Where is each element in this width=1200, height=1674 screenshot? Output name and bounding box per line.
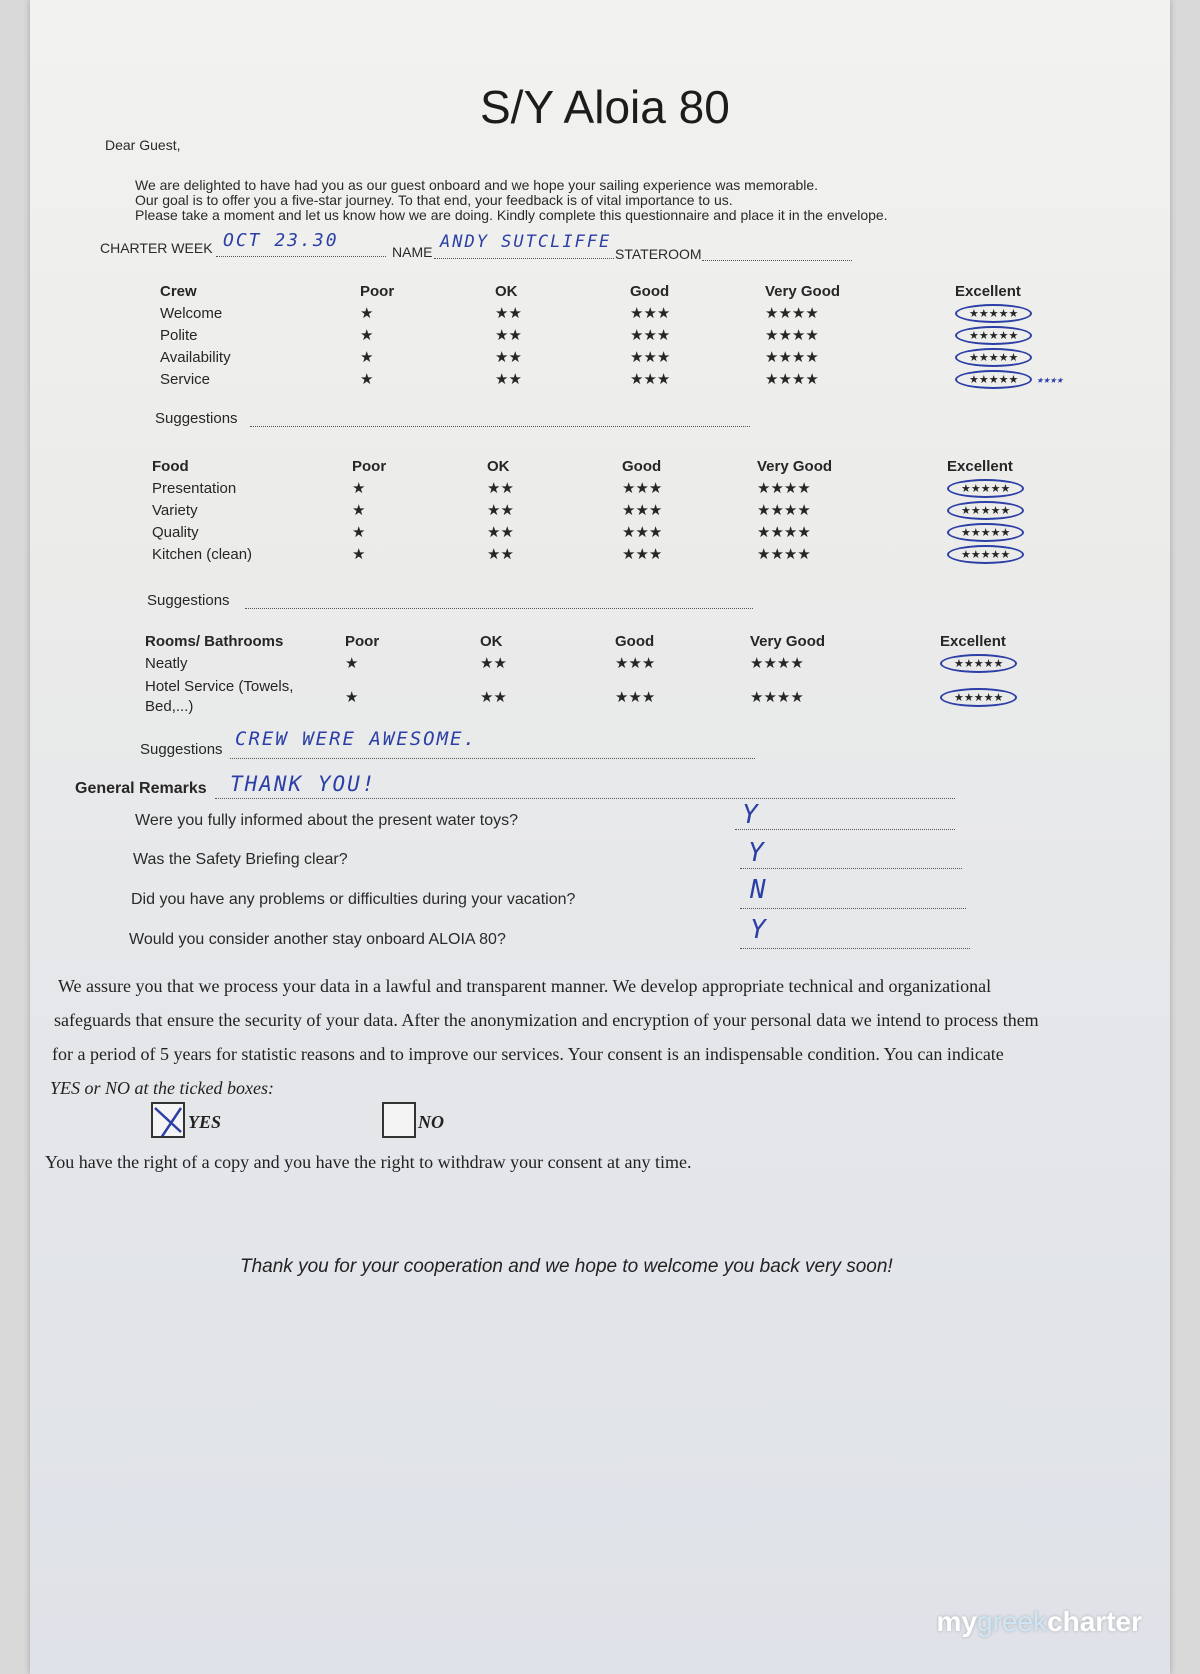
- rating-option-selected[interactable]: ★★★★★: [940, 654, 1017, 673]
- rating-item-label: Neatly: [145, 654, 188, 672]
- no-label: NO: [418, 1112, 444, 1132]
- rating-row: [160, 346, 1085, 368]
- privacy-line: YES or NO at the ticked boxes:: [50, 1078, 274, 1098]
- rating-item-label: Kitchen (clean): [152, 545, 253, 563]
- rating-option-selected[interactable]: ★★★★★: [947, 545, 1024, 564]
- scale-header: Excellent: [940, 632, 1006, 650]
- rating-option[interactable]: ★★★: [622, 502, 663, 519]
- rating-row: [152, 543, 1077, 565]
- scale-header: Excellent: [955, 282, 1021, 300]
- charter-week-value[interactable]: OCT 23.30: [223, 230, 339, 251]
- section-title: Food: [152, 457, 189, 475]
- rating-option[interactable]: ★★★★: [757, 480, 811, 497]
- feedback-form-paper: [30, 0, 1170, 1674]
- rating-option[interactable]: ★★: [480, 689, 507, 706]
- scale-header: Poor: [345, 632, 380, 650]
- rating-option[interactable]: ★★★: [615, 655, 656, 672]
- handwritten-extra-stars: ★★★★: [1036, 372, 1063, 386]
- rating-row: [160, 368, 1085, 390]
- rating-row: [152, 521, 1077, 543]
- suggestions-line[interactable]: [230, 758, 755, 759]
- privacy-line: We assure you that we process your data in a lawful and transparent manner. We develop appropriate technical and organizational: [58, 976, 992, 996]
- general-remarks-value[interactable]: THANK YOU!: [230, 772, 377, 796]
- scale-header: Very Good: [757, 457, 833, 475]
- rating-option[interactable]: ★: [352, 502, 366, 519]
- rating-option[interactable]: ★★★★: [750, 689, 804, 706]
- rating-option[interactable]: ★★★: [622, 546, 663, 563]
- rating-option[interactable]: ★: [352, 480, 366, 497]
- suggestions-label: Suggestions: [140, 741, 223, 758]
- suggestions-label: Suggestions: [155, 410, 238, 427]
- rating-option[interactable]: ★★★★: [750, 655, 804, 672]
- charter-week-label: CHARTER WEEK: [100, 240, 213, 256]
- rating-option[interactable]: ★: [360, 327, 374, 344]
- rating-item-label: Service: [160, 370, 211, 388]
- rating-option[interactable]: ★★★: [622, 524, 663, 541]
- rating-option[interactable]: ★★★★: [765, 349, 819, 366]
- rating-option[interactable]: ★: [352, 546, 366, 563]
- rating-option[interactable]: ★: [360, 349, 374, 366]
- intro-line: Our goal is to offer you a five-star journey. To that end, your feedback is of vital importance to us.: [135, 192, 733, 208]
- rating-option-selected[interactable]: ★★★★★: [947, 479, 1024, 498]
- question-answer[interactable]: Y: [750, 915, 768, 945]
- privacy-rights: You have the right of a copy and you have the right to withdraw your consent at any time.: [45, 1152, 692, 1172]
- intro-text: [135, 178, 888, 223]
- mygreekcharter-logo: [937, 1606, 1142, 1638]
- rating-option[interactable]: ★: [345, 655, 359, 672]
- suggestions-line[interactable]: [245, 608, 753, 609]
- rating-item-label: Presentation: [152, 479, 237, 497]
- rating-option-selected[interactable]: ★★★★★: [947, 523, 1024, 542]
- question-answer[interactable]: Y: [742, 800, 760, 830]
- checkmark-icon: [153, 1104, 183, 1136]
- food-rating-table: [152, 455, 1077, 565]
- rating-option-selected[interactable]: ★★★★★: [940, 688, 1017, 707]
- rating-option[interactable]: ★★: [487, 480, 514, 497]
- rating-option[interactable]: ★★★: [630, 305, 671, 322]
- logo-part: greek: [977, 1606, 1048, 1637]
- rating-option-selected[interactable]: ★★★★★: [947, 501, 1024, 520]
- rating-option-selected[interactable]: ★★★★★: [955, 304, 1032, 323]
- rooms-rating-table: [145, 630, 1070, 720]
- rating-option[interactable]: ★★: [495, 371, 522, 388]
- name-value[interactable]: ANDY SUTCLIFFE: [440, 232, 612, 252]
- rating-row: [152, 499, 1077, 521]
- yes-checkbox[interactable]: [151, 1102, 185, 1138]
- scale-header: Poor: [352, 457, 387, 475]
- scale-header: OK: [487, 457, 510, 475]
- intro-line: Please take a moment and let us know how we are doing. Kindly complete this questionnaire and place it in the envelope.: [135, 207, 888, 223]
- rating-option[interactable]: ★★★: [630, 371, 671, 388]
- rating-option[interactable]: ★: [360, 305, 374, 322]
- rating-option[interactable]: ★★: [480, 655, 507, 672]
- rating-option[interactable]: ★★: [487, 546, 514, 563]
- rating-option[interactable]: ★: [345, 689, 359, 706]
- rating-option[interactable]: ★: [352, 524, 366, 541]
- scale-header: Very Good: [750, 632, 826, 650]
- privacy-line: for a period of 5 years for statistic reasons and to improve our services. Your consent is an indispensable condition. You can indicate: [52, 1044, 1004, 1064]
- question-answer[interactable]: Y: [748, 838, 766, 868]
- suggestions-line[interactable]: [250, 426, 750, 427]
- logo-part: my: [936, 1606, 978, 1637]
- yes-label: YES: [188, 1112, 222, 1132]
- question-answer[interactable]: N: [750, 875, 768, 905]
- scale-header: Poor: [360, 282, 395, 300]
- rating-item-label: Quality: [152, 523, 199, 541]
- rating-option-selected[interactable]: ★★★★★: [955, 348, 1032, 367]
- rating-option[interactable]: ★★★★: [765, 371, 819, 388]
- logo-part: charter: [1047, 1606, 1142, 1637]
- rating-row: [152, 477, 1077, 499]
- scale-header: Very Good: [765, 282, 841, 300]
- general-remarks-line[interactable]: [215, 798, 955, 799]
- rating-option[interactable]: ★★★: [615, 689, 656, 706]
- rating-option[interactable]: ★★: [495, 349, 522, 366]
- question-text: Were you fully informed about the present water toys?: [135, 812, 519, 829]
- rating-option[interactable]: ★★★★: [765, 327, 819, 344]
- rating-option[interactable]: ★★: [495, 327, 522, 344]
- scale-header: Good: [622, 457, 662, 475]
- rating-option[interactable]: ★★: [487, 502, 514, 519]
- rating-item-label: Polite: [160, 326, 198, 344]
- scale-header: Excellent: [947, 457, 1013, 475]
- suggestions-label: Suggestions: [147, 592, 230, 609]
- rating-item-label: Availability: [160, 348, 231, 366]
- form-title: S/Y Aloia 80: [480, 81, 730, 133]
- question-text: Did you have any problems or difficulties during your vacation?: [131, 891, 576, 908]
- rating-item-label: Welcome: [160, 304, 223, 322]
- closing-message: Thank you for your cooperation and we hope to welcome you back very soon!: [240, 1256, 893, 1277]
- rating-item-label: Variety: [152, 501, 198, 519]
- rating-row: [145, 652, 1070, 674]
- stateroom-label: STATEROOM: [615, 246, 702, 262]
- intro-line: We are delighted to have had you as our guest onboard and we hope your sailing experience was memorable.: [135, 177, 819, 193]
- general-remarks-label: General Remarks: [75, 780, 207, 797]
- name-label: NAME: [392, 244, 433, 260]
- section-title: Crew: [160, 282, 197, 300]
- rating-item-label: Hotel Service (Towels, Bed,...): [145, 678, 294, 715]
- rating-option[interactable]: ★★: [487, 524, 514, 541]
- rating-row: [145, 674, 1070, 720]
- rating-option[interactable]: ★★★: [622, 480, 663, 497]
- privacy-line: safeguards that ensure the security of your data. After the anonymization and encryption of your personal data we intend to process them: [54, 1010, 1039, 1030]
- no-checkbox[interactable]: [382, 1102, 416, 1138]
- question-text: Was the Safety Briefing clear?: [133, 851, 348, 868]
- scale-header: Good: [630, 282, 670, 300]
- rating-option[interactable]: ★★★★: [757, 546, 811, 563]
- section-title: Rooms/ Bathrooms: [145, 632, 284, 650]
- suggestions-value[interactable]: CREW WERE AWESOME.: [235, 728, 477, 750]
- scale-header: OK: [480, 632, 503, 650]
- crew-rating-table: [160, 280, 1085, 390]
- scale-header: Good: [615, 632, 655, 650]
- rating-option-selected[interactable]: ★★★★★: [955, 326, 1032, 345]
- rating-option[interactable]: ★★★★: [757, 524, 811, 541]
- rating-row: [160, 324, 1085, 346]
- rating-option[interactable]: ★★★★: [757, 502, 811, 519]
- rating-option[interactable]: ★★: [495, 305, 522, 322]
- rating-row: [160, 302, 1085, 324]
- rating-option[interactable]: ★★★: [630, 327, 671, 344]
- question-text: Would you consider another stay onboard ALOIA 80?: [129, 931, 506, 948]
- scale-header: OK: [495, 282, 518, 300]
- rating-option-selected[interactable]: ★★★★★: [955, 370, 1032, 389]
- rating-option[interactable]: ★★★★: [765, 305, 819, 322]
- rating-option[interactable]: ★: [360, 371, 374, 388]
- rating-option[interactable]: ★★★: [630, 349, 671, 366]
- greeting: Dear Guest,: [105, 137, 181, 153]
